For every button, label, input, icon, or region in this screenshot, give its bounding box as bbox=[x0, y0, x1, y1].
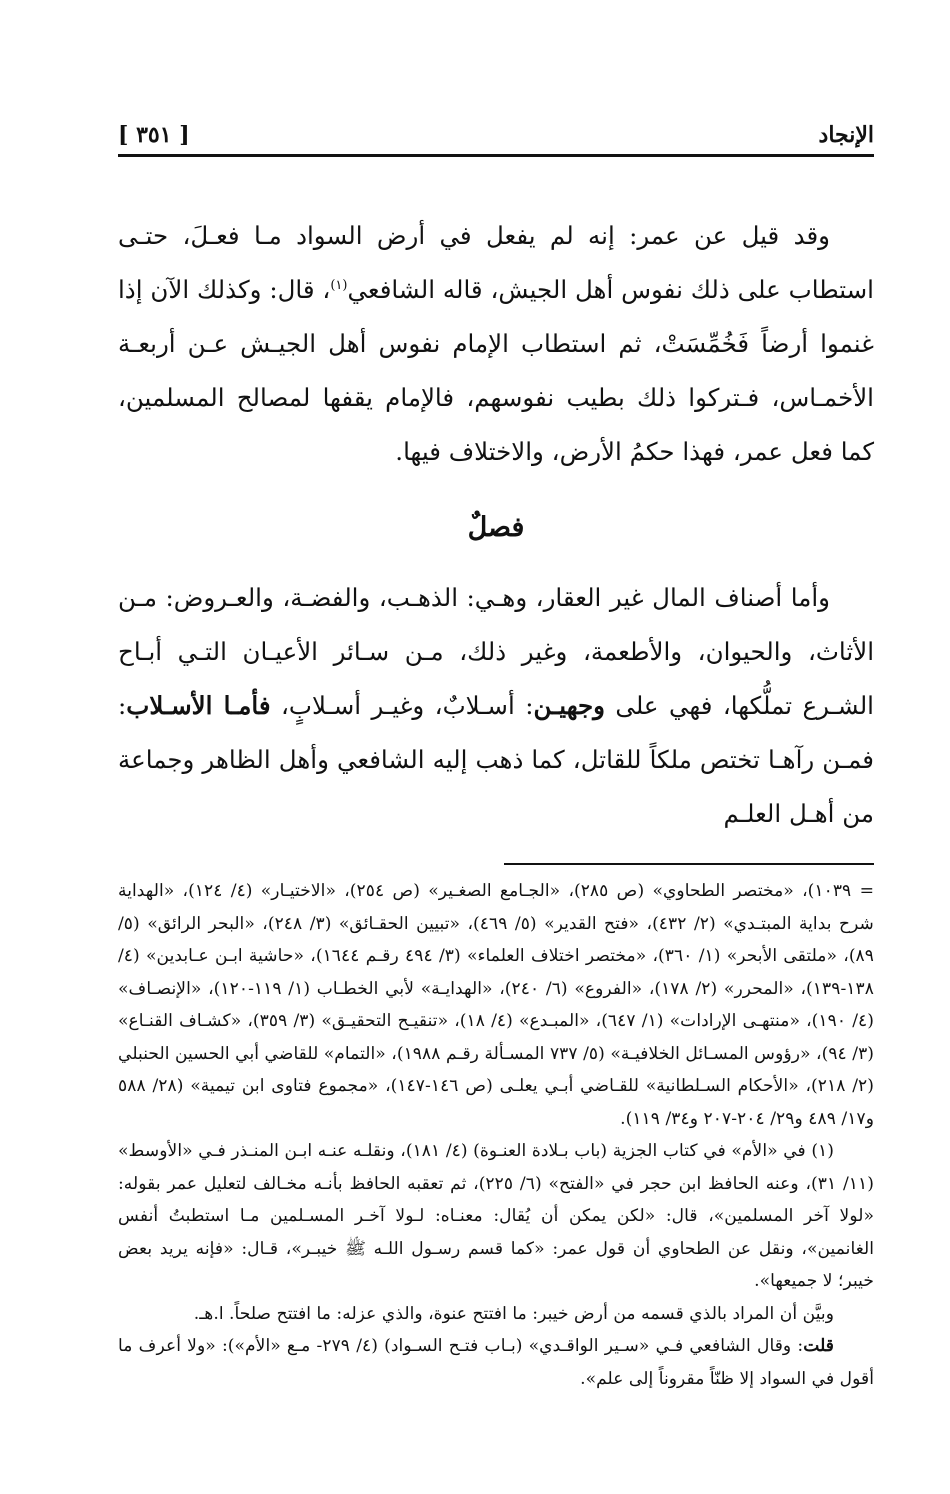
book-page bbox=[118, 110, 874, 1450]
paragraph-2-bold-2: فأمـا الأسـلاب bbox=[126, 691, 271, 720]
remark-label: قلت bbox=[803, 1336, 834, 1356]
running-header bbox=[118, 110, 874, 152]
section-title: فصلٌ bbox=[467, 512, 525, 543]
footnote-1: (١) في «الأم» في كتاب الجزية (باب بـلادة العنـوة) (٤/ ١٨١)، ونقلـه عنـه ابـن المنـذر فـي «الأوسط» (١١/ ٣١)، وعنه الحافظ ابن حجر في «الفتح» (٦/ ٢٢٥)، ثم تعقبه الحافظ بأنـه مخـالف لتعليل عمر بقوله: «لولا آخر المسلمين»، قال: «لكن يمكن أن يُقال: معنـاه: لـولا آخـر المسـلمين مـا استطبتُ أنفس الغانمين»، ونقل عن الطحاوي أن قول عمر: «كما قسم رسـول اللـه ﷺ خيبـر»، قـال: «فإنه يريد بعض خيبر؛ لا جميعها». bbox=[118, 1141, 874, 1291]
running-title: الإنجاد bbox=[818, 122, 874, 148]
footnote-ref-1[interactable]: (١) bbox=[330, 277, 348, 293]
footnote-rule bbox=[504, 863, 874, 865]
page-number: [ ٣٥١ ] bbox=[118, 122, 190, 148]
paragraph-2-text-b: : أسـلابٌ، وغيـر أسـلابٍ، bbox=[270, 691, 534, 720]
footnote-1-remark bbox=[118, 1330, 874, 1395]
paragraph-2-text-a: وأما أصناف المال غير العقار، وهـي: الذهـب، والفضـة، والعـروض: مـن الأثاث، والحيوان، والأطعمة، وغير ذلك، مـن سـائر الأعيـان التـي أبـاح الشـرع تملُّكها، فهي على bbox=[118, 583, 874, 720]
paragraph-1-text-b: ، قال: وكذلك الآن إذا غنموا أرضاً فَخُمِّسَتْ، ثم استطاب الإمام نفوس أهل الجيـش عـن أربعـة الأخمـاس، فـتركوا ذلك بطيب نفوسهم، فالإمام يقفها لمصالح المسلمين، كما فعل عمر، فهذا حكمُ الأرض، والاختلاف فيها. bbox=[118, 275, 874, 466]
remark-text: : وقال الشافعي فـي «سـير الواقـدي» (بـاب فتـح السـواد) (٤/ ٢٧٩- مـع «الأم»): «ولا أعرف ما أقول في السواد إلا ظنّاً مقروناً إلى علم». bbox=[118, 1336, 874, 1389]
paragraph-2-text-c: : فمـن رآهـا تختص ملكاً للقاتل، كما ذهب إليه الشافعي وأهل الظاهر وجماعة من أهـل العلـم bbox=[118, 691, 874, 828]
footnotes bbox=[118, 875, 874, 1395]
footnote-continuation: = ١٠٣٩)، «مختصر الطحاوي» (ص ٢٨٥)، «الجـامع الصغـير» (ص ٢٥٤)، «الاختيـار» (٤/ ١٢٤)، «الهداية شرح بداية المبتـدي» (٢/ ٤٣٢)، «فتح القدير» (٥/ ٤٦٩)، «تبيين الحقـائق» (٣/ ٢٤٨)، «البحر الرائق» (٥/ ٨٩)، «ملتقى الأبحر» (١/ ٣٦٠)، «مختصر اختلاف العلماء» (٣/ ٤٩٤ رقـم ١٦٤٤)، «حاشية ابـن عـابدين» (٤/ ١٣٨-١٣٩)، «المحرر» (٢/ ١٧٨)، «الفروع» (٦/ ٢٤٠)، «الهدايـة» لأبي الخطـاب (١/ ١١٩-١٢٠)، «الإنصـاف» (٤/ ١٩٠)، «منتهـى الإرادات» (١/ ٦٤٧)، «المبـدع» (٤/ ١٨)، «تنقيـح التحقيـق» (٣/ ٣٥٩)، «كشـاف القنـاع» (٣/ ٩٤)، «رؤوس المسـائل الخلافيـة» (٥/ ٧٣٧ المسـألة رقـم ١٩٨٨)، «التمام» للقاضي أبي الحسين الحنبلي (٢/ ٢١٨)، «الأحكام السـلطانية» للقـاضي أبـي يعلـى (ص ١٤٦-١٤٧)، «مجموع فتاوى ابن تيمية» (٢٨/ ٥٨٨ و١٧/ ٤٨٩ و٢٩/ ٢٠٤-٢٠٧ و٣٤/ ١١٩). bbox=[118, 881, 875, 1129]
paragraph-1 bbox=[118, 209, 874, 479]
footnote-1-cont: وبيَّن أن المراد بالذي قسمه من أرض خيبر: ما افتتح عنوة، والذي عزله: ما افتتح صلحاً. ا.هـ. bbox=[193, 1303, 834, 1324]
paragraph-1-text-a: وقد قيل عن عمر: إنه لم يفعل في أرض السواد مـا فعـلَ، حتـى استطاب على ذلك نفوس أهل الجيش، قاله الشافعي bbox=[118, 221, 874, 304]
main-text bbox=[118, 209, 874, 841]
header-rule bbox=[118, 154, 874, 157]
paragraph-2-bold-1: وجهيـن bbox=[533, 691, 605, 720]
paragraph-2 bbox=[118, 571, 874, 841]
